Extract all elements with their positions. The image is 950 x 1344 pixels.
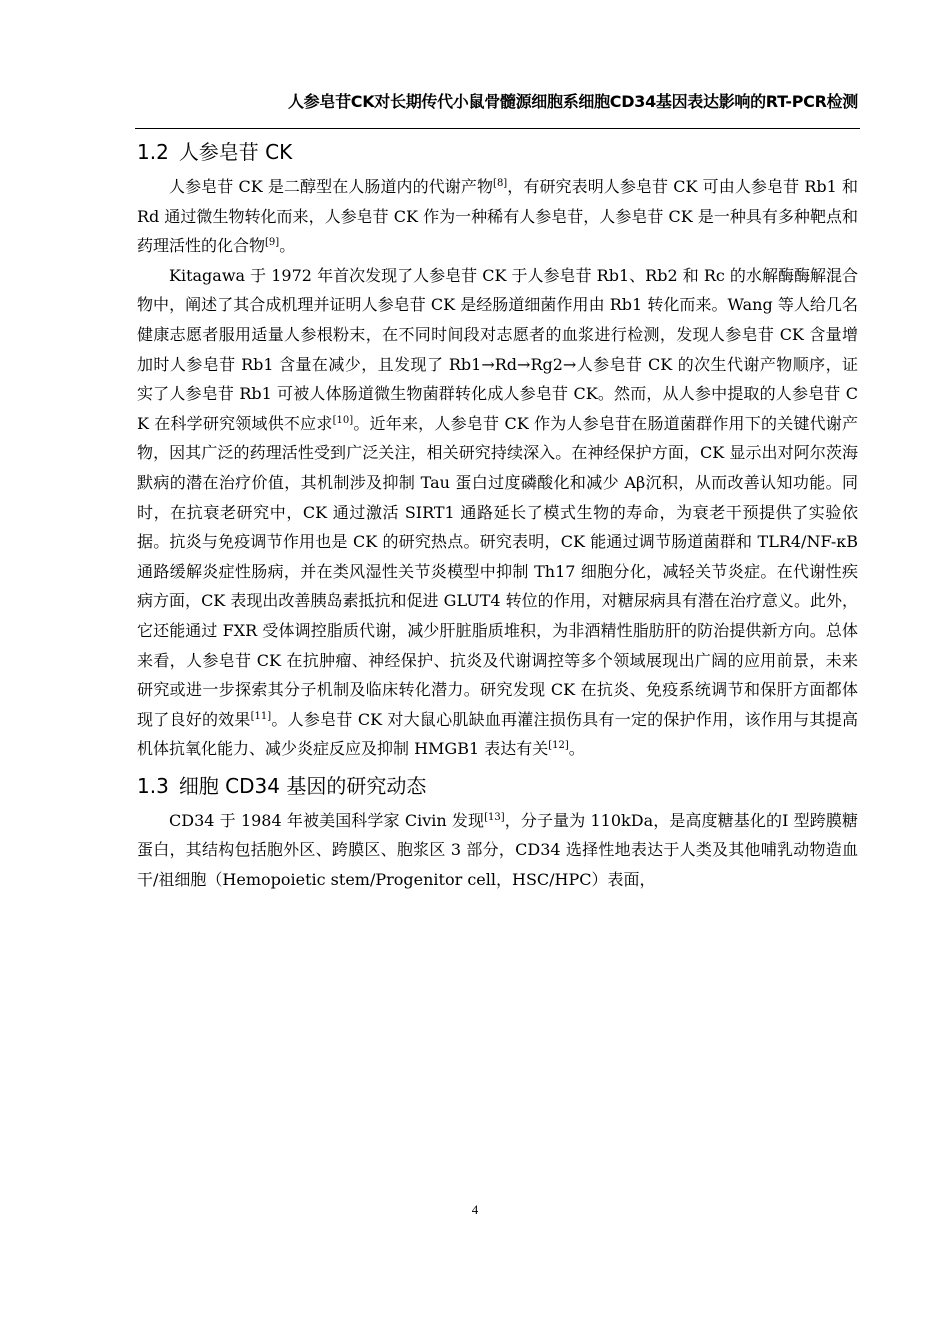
text-run: 。 [279,236,296,256]
text-run: 人参皂苷 CK 是二醇型在人肠道内的代谢产物 [169,177,494,196]
text-run: ，有研究表明人参皂苷 CK 可由人参皂苷 Rb1 和 Rd 通过微生物转化而来，人参皂苷 CK 作为一种稀有人参皂苷，人参皂苷 CK 是一种具有多种靶点和药理活性的化合物 [137,177,858,256]
paragraph [137,261,858,764]
section-title: 细胞 CD34 基因的研究动态 [178,773,427,798]
page-number: 4 [471,1202,479,1217]
section-number: 1.3 [137,773,169,798]
section-title: 人参皂苷 CK [178,140,293,164]
page-body [137,134,858,895]
paragraph [137,172,858,261]
section-heading [137,134,858,172]
section-number: 1.2 [137,140,169,164]
paragraph [137,806,858,895]
text-run: 。近年来，人参皂苷 CK 作为人参皂苷在肠道菌群作用下的关键代谢产物，因其广泛的药理活性受到广泛关注，相关研究持续深入。在神经保护方面，CK 显示出对阿尔茨海默病的潜在治疗价值，其机制涉及抑制 Tau 蛋白过度磷酸化和减少 Aβ沉积，从而改善认知功能。同时，在抗衰老研究中，CK 通过激活 SIRT1 通路延长了模式生物的寿命，为衰老干预提供了实验依据。抗炎与免疫调节作用也是 CK 的研究热点。研究表明，CK 能通过调节肠道菌群和 TLR4/NF-κB 通路缓解炎症性肠病，并在类风湿性关节炎模型中抑制 Th17 细胞分化，减轻关节炎症。在代谢性疾病方面，CK 表现出改善胰岛素抵抗和促进 GLUT4 转位的作用，对糖尿病具有潜在治疗意义。此外，它还能通过 FXR 受体调控脂质代谢，减少肝脏脂质堆积，为非酒精性脂肪肝的防治提供新方向。总体来看，人参皂苷 CK 在抗肿瘤、神经保护、抗炎及代谢调控等多个领域展现出广阔的应用前景，未来研究或进一步探索其分子机制及临床转化潜力。研究发现 CK 在抗炎、免疫系统调节和保肝方面都体现了良好的效果 [137,413,858,729]
text-run: CD34 于 1984 年被美国科学家 Civin 发现 [169,810,485,830]
section-heading [137,768,858,806]
citation-ref: [8] [493,178,508,189]
citation-ref: [13] [484,811,505,823]
citation-ref: [12] [548,740,569,752]
running-header: 人参皂苷CK对长期传代小鼠骨髓源细胞系细胞CD34基因表达影响的RT-PCR检测 [287,92,858,111]
citation-ref: [11] [250,710,272,722]
citation-ref: [10] [332,414,354,426]
text-run: Kitagawa 于 1972 年首次发现了人参皂苷 CK 于人参皂苷 Rb1、Rb2 和 Rc 的水解酶酶解混合物中，阐述了其合成机理并证明人参皂苷 CK 是经肠道细菌作用由 Rb1 转化而来。Wang 等人给几名健康志愿者服用适量人参根粉末，在不同时间段对志愿者的血浆进行检测，发现人参皂苷 CK 含量增加时人参皂苷 Rb1 含量在减少，且发现了 Rb1→Rd→Rg2→人参皂苷 CK 的次生代谢产物顺序，证实了人参皂苷 Rb1 可被人体肠道微生物菌群转化成人参皂苷 CK。然而，从人参中提取的人参皂苷 CK 在科学研究领域供不应求 [137,265,858,433]
text-run: 。人参皂苷 CK 对大鼠心肌缺血再灌注损伤具有一定的保护作用，该作用与其提高机体抗氧化能力、减少炎症反应及抑制 HMGB1 表达有关 [137,709,858,759]
text-run: ，分子量为 110kDa，是高度糖基化的I 型跨膜糖蛋白，其结构包括胞外区、跨膜区、胞浆区 3 部分，CD34 选择性地表达于人类及其他哺乳动物造血干/祖细胞（Hemopoietic stem/Progenitor cell，HSC/HPC）表面， [137,810,858,890]
citation-ref: [9] [265,237,280,249]
text-run: 。 [568,739,585,759]
header-rule [135,128,860,129]
